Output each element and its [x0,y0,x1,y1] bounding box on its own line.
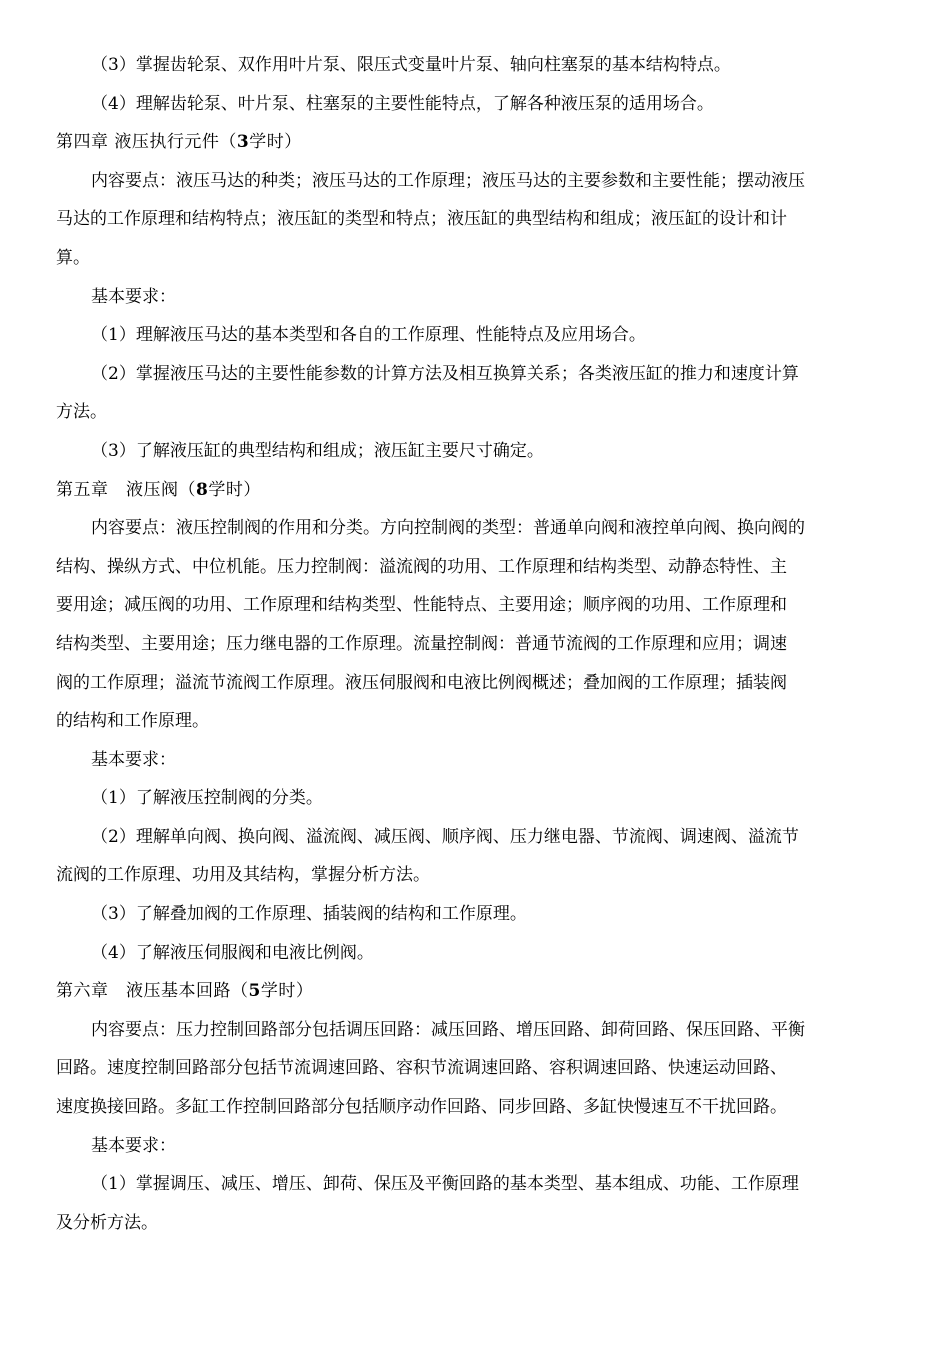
text-line: 方法。 [56,402,107,423]
text-line: 马达的工作原理和结构特点；液压缸的类型和特点；液压缸的典型结构和组成；液压缸的设计和计 [56,209,787,230]
text-line: （1）了解液压控制阀的分类。 [91,788,323,809]
text-line: （2）掌握液压马达的主要性能参数的计算方法及相互换算关系；各类液压缸的推力和速度计算 [91,363,799,384]
text-line: 结构、操纵方式、中位机能。压力控制阀：溢流阀的功用、工作原理和结构类型、动静态特性、主 [56,556,787,577]
text-line: 阀的工作原理；溢流节流阀工作原理。液压伺服阀和电液比例阀概述；叠加阀的工作原理；插装阀 [56,672,787,693]
text-line: 基本要求： [91,286,176,307]
text-line: （2）理解单向阀、换向阀、溢流阀、减压阀、顺序阀、压力继电器、节流阀、调速阀、溢流节 [91,826,799,847]
text-line: 速度换接回路。多缸工作控制回路部分包括顺序动作回路、同步回路、多缸快慢速互不干扰回路。 [56,1097,787,1118]
text-line: 基本要求： [91,1135,176,1156]
text-line: 的结构和工作原理。 [56,711,209,732]
text-line: 内容要点：液压控制阀的作用和分类。方向控制阀的类型：普通单向阀和液控单向阀、换向阀的 [91,518,805,539]
text-line: 结构类型、主要用途；压力继电器的工作原理。流量控制阀：普通节流阀的工作原理和应用；调速 [56,633,787,654]
text-line: 流阀的工作原理、功用及其结构，掌握分析方法。 [56,865,430,886]
text-line: （3）掌握齿轮泵、双作用叶片泵、限压式变量叶片泵、轴向柱塞泵的基本结构特点。 [91,55,731,75]
text-line: 基本要求： [91,749,176,770]
text-line: 及分析方法。 [56,1212,158,1233]
text-line: 内容要点：压力控制回路部分包括调压回路：减压回路、增压回路、卸荷回路、保压回路、平衡 [91,1019,805,1040]
text-line: 算。 [56,247,90,268]
chapter-heading: 第四章 液压执行元件（3学时） [56,132,302,153]
text-line: （4）了解液压伺服阀和电液比例阀。 [91,942,374,963]
text-line: 要用途；减压阀的功用、工作原理和结构类型、性能特点、主要用途；顺序阀的功用、工作原理和 [56,595,787,616]
text-line: （4）理解齿轮泵、叶片泵、柱塞泵的主要性能特点，了解各种液压泵的适用场合。 [91,93,714,114]
chapter-heading: 第六章 液压基本回路（5学时） [56,981,314,1002]
text-line: 回路。速度控制回路部分包括节流调速回路、容积节流调速回路、容积调速回路、快速运动回路、 [56,1058,787,1079]
text-line: （1）掌握调压、减压、增压、卸荷、保压及平衡回路的基本类型、基本组成、功能、工作原理 [91,1174,799,1195]
text-line: （3）了解液压缸的典型结构和组成；液压缸主要尺寸确定。 [91,440,544,461]
text-line: 内容要点：液压马达的种类；液压马达的工作原理；液压马达的主要参数和主要性能；摆动液压 [91,170,805,191]
text-line: （1）理解液压马达的基本类型和各自的工作原理、性能特点及应用场合。 [91,325,646,346]
text-line: （3）了解叠加阀的工作原理、插装阀的结构和工作原理。 [91,904,527,925]
chapter-heading: 第五章 液压阀（8学时） [56,479,261,500]
document-page [56,46,896,1242]
